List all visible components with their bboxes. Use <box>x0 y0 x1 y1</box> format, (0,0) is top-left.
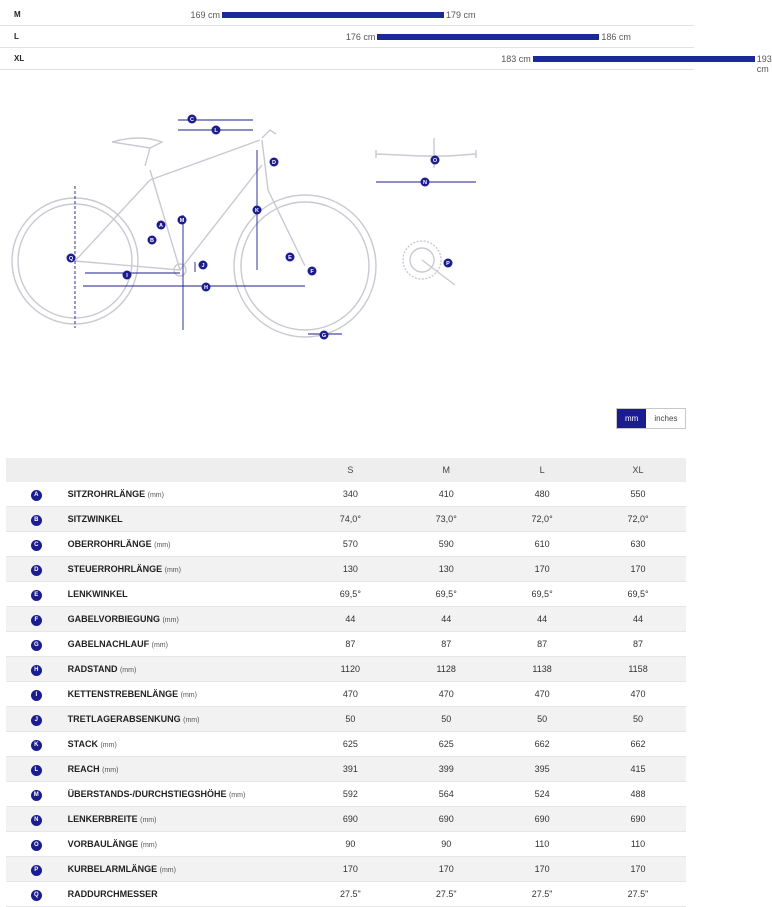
marker-label: O <box>432 158 438 164</box>
measure-value: 72,0° <box>494 507 590 532</box>
row-badge-cell <box>6 557 67 582</box>
measure-badge: D <box>31 565 42 576</box>
measure-name: RADSTAND <box>67 664 118 674</box>
measure-value: 90 <box>398 832 494 857</box>
marker-label: J <box>201 263 205 269</box>
measure-value: 391 <box>302 757 398 782</box>
measure-value: 1120 <box>302 657 398 682</box>
marker-label: P <box>446 261 450 267</box>
measure-badge: A <box>31 490 42 501</box>
measure-value: 170 <box>398 857 494 882</box>
measure-value: 610 <box>494 532 590 557</box>
row-badge-cell <box>6 857 67 882</box>
measure-value: 44 <box>590 607 686 632</box>
measure-value: 50 <box>590 707 686 732</box>
measure-value: 625 <box>302 732 398 757</box>
measure-value: 470 <box>494 682 590 707</box>
measure-name-cell <box>67 557 303 582</box>
measure-value: 395 <box>494 757 590 782</box>
marker-label: D <box>272 160 276 166</box>
row-badge-cell <box>6 782 67 807</box>
measure-name: GABELVORBIEGUNG <box>67 614 160 624</box>
measure-value: 662 <box>494 732 590 757</box>
measure-name-cell <box>67 632 303 657</box>
measure-value: 87 <box>302 632 398 657</box>
measurement-markers <box>67 115 453 340</box>
measure-name-cell <box>67 807 303 832</box>
row-badge-cell <box>6 732 67 757</box>
measure-value: 1158 <box>590 657 686 682</box>
measure-value: 170 <box>494 857 590 882</box>
measure-value: 340 <box>302 482 398 507</box>
measure-badge: J <box>31 715 42 726</box>
measure-value: 27.5" <box>590 882 686 907</box>
table-row <box>6 657 686 682</box>
measure-name-cell <box>67 707 303 732</box>
saddle <box>112 138 162 148</box>
measure-name-cell <box>67 482 303 507</box>
measure-name-cell <box>67 782 303 807</box>
unit-inches-button[interactable]: inches <box>646 409 685 428</box>
geometry-table-body <box>6 482 686 907</box>
table-row <box>6 807 686 832</box>
marker-label: K <box>255 208 259 214</box>
measure-name: SITZROHRLÄNGE <box>67 489 146 499</box>
measure-name: LENKERBREITE <box>67 814 138 824</box>
measure-value: 170 <box>302 857 398 882</box>
table-row <box>6 682 686 707</box>
measure-badge: O <box>31 840 42 851</box>
table-row <box>6 832 686 857</box>
measure-value: 1138 <box>494 657 590 682</box>
measure-value: 690 <box>494 807 590 832</box>
height-min: 183 cm <box>501 54 531 64</box>
measure-badge: Q <box>31 890 42 901</box>
measure-value: 50 <box>398 707 494 732</box>
measure-value: 27.5" <box>302 882 398 907</box>
measure-unit: (mm) <box>100 742 117 749</box>
height-min: 169 cm <box>190 10 220 20</box>
table-row <box>6 882 686 907</box>
measure-value: 87 <box>590 632 686 657</box>
measure-unit: (mm) <box>159 867 176 874</box>
measure-unit: (mm) <box>140 842 157 849</box>
measure-name-cell <box>67 532 303 557</box>
measure-name-cell <box>67 732 303 757</box>
measure-value: 524 <box>494 782 590 807</box>
measure-value: 72,0° <box>590 507 686 532</box>
measure-unit: (mm) <box>164 567 181 574</box>
measure-name: TRETLAGERABSENKUNG <box>67 714 181 724</box>
measure-value: 87 <box>494 632 590 657</box>
measure-badge: P <box>31 865 42 876</box>
measure-value: 410 <box>398 482 494 507</box>
stem <box>262 130 276 138</box>
measure-value: 50 <box>302 707 398 732</box>
marker-label: C <box>190 117 194 123</box>
height-max: 186 cm <box>601 32 631 42</box>
marker-label: I <box>126 273 128 279</box>
marker-label: E <box>288 255 292 261</box>
measure-value: 488 <box>590 782 686 807</box>
table-header-row <box>6 458 686 482</box>
measure-name-cell <box>67 882 303 907</box>
chainstay-downtube <box>75 165 262 270</box>
measure-unit: (mm) <box>147 492 164 499</box>
row-badge-cell <box>6 757 67 782</box>
row-badge-cell <box>6 607 67 632</box>
measure-value: 470 <box>302 682 398 707</box>
measure-value: 415 <box>590 757 686 782</box>
measure-badge: H <box>31 665 42 676</box>
measure-value: 170 <box>590 557 686 582</box>
measure-value: 690 <box>302 807 398 832</box>
measure-name: REACH <box>67 764 100 774</box>
measure-value: 50 <box>494 707 590 732</box>
measure-badge: L <box>31 765 42 776</box>
size-range-row <box>0 26 694 48</box>
table-row <box>6 707 686 732</box>
measure-value: 662 <box>590 732 686 757</box>
size-label: M <box>14 10 21 19</box>
table-row <box>6 532 686 557</box>
measure-value: 399 <box>398 757 494 782</box>
row-badge-cell <box>6 807 67 832</box>
measure-name-cell <box>67 857 303 882</box>
table-row <box>6 557 686 582</box>
seat-tube <box>150 170 180 270</box>
measure-value: 130 <box>398 557 494 582</box>
measure-name-cell <box>67 607 303 632</box>
marker-label: L <box>214 128 218 134</box>
row-badge-cell <box>6 682 67 707</box>
header-name-cell <box>67 458 303 482</box>
marker-label: M <box>179 218 185 224</box>
measure-badge: E <box>31 590 42 601</box>
measure-name: SITZWINKEL <box>67 514 123 524</box>
measure-name: ÜBERSTANDS-/DURCHSTIEGSHÖHE <box>67 789 227 799</box>
measure-value: 27.5" <box>398 882 494 907</box>
row-badge-cell <box>6 707 67 732</box>
height-range-bar <box>533 56 755 62</box>
row-badge-cell <box>6 507 67 532</box>
column-header-xl: XL <box>590 458 686 482</box>
marker-label: H <box>204 285 208 291</box>
measure-unit: (mm) <box>183 717 200 724</box>
measure-value: 170 <box>494 557 590 582</box>
measure-value: 110 <box>494 832 590 857</box>
measure-value: 625 <box>398 732 494 757</box>
measure-name: STEUERROHRLÄNGE <box>67 564 163 574</box>
measure-value: 630 <box>590 532 686 557</box>
measure-value: 590 <box>398 532 494 557</box>
row-badge-cell <box>6 657 67 682</box>
measure-unit: (mm) <box>154 542 171 549</box>
measure-badge: M <box>31 790 42 801</box>
measure-name: LENKWINKEL <box>67 589 128 599</box>
measure-value: 470 <box>398 682 494 707</box>
measure-unit: (mm) <box>162 617 179 624</box>
measure-badge: C <box>31 540 42 551</box>
measure-unit: (mm) <box>228 792 246 799</box>
table-row <box>6 857 686 882</box>
measure-name: GABELNACHLAUF <box>67 639 150 649</box>
measure-unit: (mm) <box>151 642 168 649</box>
height-min: 176 cm <box>345 32 376 42</box>
table-row <box>6 482 686 507</box>
height-range-bar <box>377 34 599 40</box>
marker-label: A <box>159 223 163 229</box>
table-row <box>6 607 686 632</box>
measure-badge: G <box>31 640 42 651</box>
measure-value: 69,5° <box>302 582 398 607</box>
size-range-list <box>0 4 772 74</box>
table-row <box>6 757 686 782</box>
measure-name-cell <box>67 682 303 707</box>
measure-value: 74,0° <box>302 507 398 532</box>
measure-name: VORBAULÄNGE <box>67 839 139 849</box>
measure-value: 470 <box>590 682 686 707</box>
measure-badge: N <box>31 815 42 826</box>
height-max: 179 cm <box>446 10 476 20</box>
measure-value: 170 <box>590 857 686 882</box>
bike-geometry-diagram <box>0 90 694 360</box>
measure-name-cell <box>67 757 303 782</box>
measure-unit: (mm) <box>140 817 157 824</box>
column-header-m: M <box>398 458 494 482</box>
measurement-lines <box>75 120 476 334</box>
row-badge-cell <box>6 882 67 907</box>
measure-value: 1128 <box>398 657 494 682</box>
measure-value: 130 <box>302 557 398 582</box>
row-badge-cell <box>6 482 67 507</box>
measure-unit: (mm) <box>180 692 197 699</box>
measure-name: OBERROHRLÄNGE <box>67 539 152 549</box>
row-badge-cell <box>6 582 67 607</box>
row-badge-cell <box>6 632 67 657</box>
measure-badge: B <box>31 515 42 526</box>
table-row <box>6 732 686 757</box>
measure-value: 44 <box>302 607 398 632</box>
measure-value: 44 <box>494 607 590 632</box>
measure-value: 87 <box>398 632 494 657</box>
measure-value: 550 <box>590 482 686 507</box>
measure-value: 110 <box>590 832 686 857</box>
marker-label: Q <box>68 256 74 262</box>
measure-value: 690 <box>398 807 494 832</box>
measure-value: 69,5° <box>590 582 686 607</box>
header-badge-cell <box>6 458 67 482</box>
unit-toggle <box>616 408 686 429</box>
measure-value: 69,5° <box>494 582 590 607</box>
geometry-table <box>6 458 686 907</box>
marker-label: F <box>310 269 314 275</box>
seat-post <box>145 148 150 166</box>
size-range-row <box>0 48 772 74</box>
table-row <box>6 782 686 807</box>
bike-outline <box>12 130 376 337</box>
measure-value: 480 <box>494 482 590 507</box>
measure-value: 44 <box>398 607 494 632</box>
size-label: L <box>14 32 19 41</box>
size-range-row <box>0 4 694 26</box>
seatstay-toptube <box>75 140 260 261</box>
column-header-s: S <box>302 458 398 482</box>
column-header-l: L <box>494 458 590 482</box>
measure-name-cell <box>67 657 303 682</box>
measure-value: 570 <box>302 532 398 557</box>
measure-value: 90 <box>302 832 398 857</box>
row-badge-cell <box>6 832 67 857</box>
row-badge-cell <box>6 532 67 557</box>
measure-name-cell <box>67 832 303 857</box>
measure-value: 27.5" <box>494 882 590 907</box>
marker-label: B <box>150 238 154 244</box>
marker-label: G <box>321 333 327 339</box>
measure-unit: (mm) <box>119 667 137 674</box>
measure-value: 690 <box>590 807 686 832</box>
height-range-bar <box>222 12 444 18</box>
measure-name-cell <box>67 507 303 532</box>
measure-unit: (mm) <box>102 767 119 774</box>
table-row <box>6 632 686 657</box>
measure-badge: K <box>31 740 42 751</box>
measure-name-cell <box>67 582 303 607</box>
measure-name: KURBELARMLÄNGE <box>67 864 158 874</box>
height-max: 193 cm <box>756 54 772 74</box>
table-row <box>6 582 686 607</box>
unit-mm-button[interactable]: mm <box>617 409 646 428</box>
measure-badge: I <box>31 690 42 701</box>
measure-badge: F <box>31 615 42 626</box>
measure-value: 592 <box>302 782 398 807</box>
measure-name: STACK <box>67 739 98 749</box>
table-row <box>6 507 686 532</box>
measure-value: 564 <box>398 782 494 807</box>
handlebar-top-view <box>376 138 476 168</box>
size-label: XL <box>14 54 25 63</box>
measure-value: 73,0° <box>398 507 494 532</box>
measure-name: RADDURCHMESSER <box>67 889 158 899</box>
measure-name: KETTENSTREBENLÄNGE <box>67 689 179 699</box>
marker-label: N <box>423 180 427 186</box>
measure-value: 69,5° <box>398 582 494 607</box>
